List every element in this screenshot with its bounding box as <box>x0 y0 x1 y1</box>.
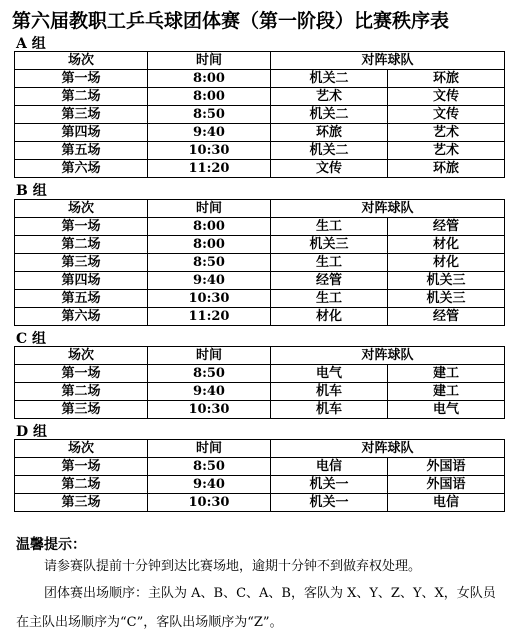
round-cell: 第二场 <box>15 88 148 106</box>
away-team-cell: 材化 <box>388 254 505 272</box>
away-team-cell: 建工 <box>388 383 505 401</box>
header-teams: 对阵球队 <box>271 440 505 458</box>
header-round: 场次 <box>15 200 148 218</box>
time-cell: 10:30 <box>148 401 271 419</box>
time-cell: 8:00 <box>148 88 271 106</box>
home-team-cell: 机关二 <box>271 70 388 88</box>
notes-line-2: 团体赛出场顺序：主队为 A、B、C、A、B，客队为 X、Y、Z、Y、X，女队员 <box>44 586 496 601</box>
home-team-cell: 生工 <box>271 290 388 308</box>
home-team-cell: 机关二 <box>271 142 388 160</box>
header-teams: 对阵球队 <box>271 200 505 218</box>
table-row <box>15 218 505 236</box>
table-header-row <box>15 440 505 458</box>
time-cell: 11:20 <box>148 160 271 178</box>
home-team-cell: 生工 <box>271 218 388 236</box>
home-team-cell: 机关二 <box>271 106 388 124</box>
time-cell: 9:40 <box>148 476 271 494</box>
home-team-cell: 电信 <box>271 458 388 476</box>
table-row <box>15 476 505 494</box>
time-cell: 8:50 <box>148 365 271 383</box>
notes-title: 温馨提示： <box>16 537 86 553</box>
group-c-table <box>14 346 505 419</box>
away-team-cell: 经管 <box>388 218 505 236</box>
header-round: 场次 <box>15 440 148 458</box>
time-cell: 8:50 <box>148 254 271 272</box>
time-cell: 10:30 <box>148 142 271 160</box>
notes-line-3: 在主队出场顺序为“C”，客队出场顺序为“Z”。 <box>16 615 283 630</box>
header-teams: 对阵球队 <box>271 52 505 70</box>
time-cell: 10:30 <box>148 494 271 512</box>
away-team-cell: 艺术 <box>388 142 505 160</box>
home-team-cell: 机车 <box>271 401 388 419</box>
round-cell: 第五场 <box>15 142 148 160</box>
home-team-cell: 机关一 <box>271 476 388 494</box>
round-cell: 第四场 <box>15 272 148 290</box>
table-row <box>15 290 505 308</box>
away-team-cell: 建工 <box>388 365 505 383</box>
home-team-cell: 材化 <box>271 308 388 326</box>
away-team-cell: 经管 <box>388 308 505 326</box>
home-team-cell: 文传 <box>271 160 388 178</box>
table-row <box>15 88 505 106</box>
round-cell: 第二场 <box>15 236 148 254</box>
table-header-row <box>15 347 505 365</box>
page-title: 第六届教职工乒乓球团体赛（第一阶段）比赛秩序表 <box>12 10 450 32</box>
home-team-cell: 机关三 <box>271 236 388 254</box>
group-b-label: B 组 <box>16 183 47 199</box>
round-cell: 第三场 <box>15 494 148 512</box>
round-cell: 第一场 <box>15 218 148 236</box>
away-team-cell: 外国语 <box>388 458 505 476</box>
table-header-row <box>15 200 505 218</box>
table-row <box>15 160 505 178</box>
table-row <box>15 272 505 290</box>
round-cell: 第六场 <box>15 308 148 326</box>
time-cell: 9:40 <box>148 124 271 142</box>
table-row <box>15 308 505 326</box>
header-time: 时间 <box>148 440 271 458</box>
round-cell: 第四场 <box>15 124 148 142</box>
round-cell: 第一场 <box>15 365 148 383</box>
table-row <box>15 236 505 254</box>
header-time: 时间 <box>148 52 271 70</box>
time-cell: 8:50 <box>148 458 271 476</box>
away-team-cell: 电气 <box>388 401 505 419</box>
round-cell: 第五场 <box>15 290 148 308</box>
away-team-cell: 环旅 <box>388 160 505 178</box>
time-cell: 10:30 <box>148 290 271 308</box>
round-cell: 第三场 <box>15 401 148 419</box>
round-cell: 第三场 <box>15 254 148 272</box>
time-cell: 8:00 <box>148 236 271 254</box>
table-row <box>15 365 505 383</box>
home-team-cell: 环旅 <box>271 124 388 142</box>
away-team-cell: 艺术 <box>388 124 505 142</box>
table-row <box>15 458 505 476</box>
group-c-label: C 组 <box>16 331 47 347</box>
table-row <box>15 401 505 419</box>
home-team-cell: 生工 <box>271 254 388 272</box>
away-team-cell: 文传 <box>388 88 505 106</box>
home-team-cell: 电气 <box>271 365 388 383</box>
away-team-cell: 电信 <box>388 494 505 512</box>
header-time: 时间 <box>148 200 271 218</box>
away-team-cell: 环旅 <box>388 70 505 88</box>
table-header-row <box>15 52 505 70</box>
round-cell: 第一场 <box>15 458 148 476</box>
home-team-cell: 机车 <box>271 383 388 401</box>
time-cell: 9:40 <box>148 272 271 290</box>
time-cell: 9:40 <box>148 383 271 401</box>
group-a-table <box>14 51 505 178</box>
group-d-table <box>14 439 505 512</box>
table-row <box>15 70 505 88</box>
time-cell: 8:00 <box>148 70 271 88</box>
notes-line-1: 请参赛队提前十分钟到达比赛场地，逾期十分钟不到做弃权处理。 <box>44 559 422 574</box>
group-b-table <box>14 199 505 326</box>
table-row <box>15 106 505 124</box>
time-cell: 11:20 <box>148 308 271 326</box>
header-round: 场次 <box>15 347 148 365</box>
table-row <box>15 142 505 160</box>
group-d-label: D 组 <box>16 424 48 440</box>
round-cell: 第二场 <box>15 476 148 494</box>
table-row <box>15 254 505 272</box>
time-cell: 8:00 <box>148 218 271 236</box>
away-team-cell: 机关三 <box>388 272 505 290</box>
home-team-cell: 机关一 <box>271 494 388 512</box>
round-cell: 第一场 <box>15 70 148 88</box>
away-team-cell: 材化 <box>388 236 505 254</box>
round-cell: 第六场 <box>15 160 148 178</box>
table-row <box>15 383 505 401</box>
header-round: 场次 <box>15 52 148 70</box>
away-team-cell: 文传 <box>388 106 505 124</box>
home-team-cell: 艺术 <box>271 88 388 106</box>
table-row <box>15 124 505 142</box>
round-cell: 第三场 <box>15 106 148 124</box>
round-cell: 第二场 <box>15 383 148 401</box>
time-cell: 8:50 <box>148 106 271 124</box>
group-a-label: A 组 <box>16 36 46 52</box>
away-team-cell: 机关三 <box>388 290 505 308</box>
header-time: 时间 <box>148 347 271 365</box>
table-row <box>15 494 505 512</box>
home-team-cell: 经管 <box>271 272 388 290</box>
header-teams: 对阵球队 <box>271 347 505 365</box>
away-team-cell: 外国语 <box>388 476 505 494</box>
